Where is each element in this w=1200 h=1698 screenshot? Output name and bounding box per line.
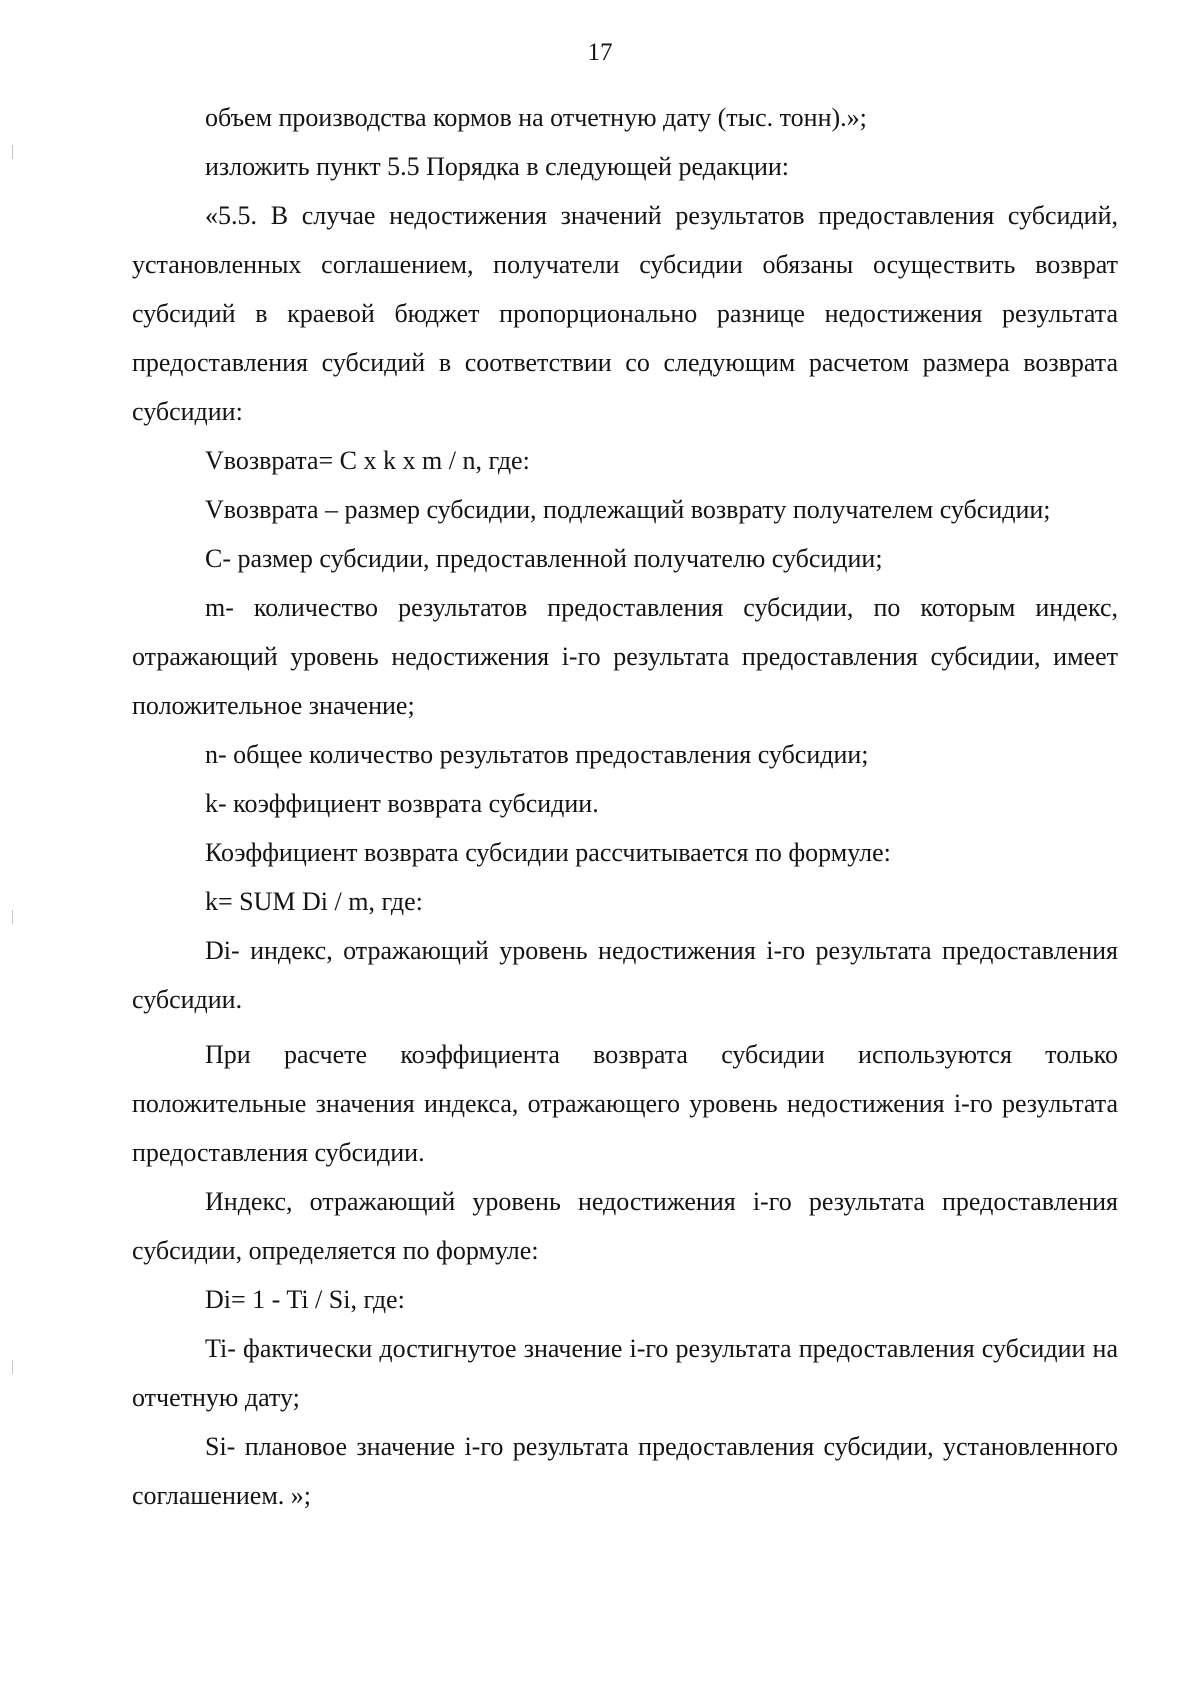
document-body <box>132 93 1118 1520</box>
paragraph: k- коэффициент возврата субсидии. <box>205 789 599 818</box>
paragraph: Si- плановое значение i-го результата предоставления субсидии, установленного соглашением. »; <box>132 1432 1118 1510</box>
paragraph: изложить пункт 5.5 Порядка в следующей редакции: <box>205 152 790 181</box>
page-number: 17 <box>587 39 613 66</box>
paragraph: n- общее количество результатов предоставления субсидии; <box>205 740 869 769</box>
formula: Di= 1 - Ti / Si, где: <box>205 1285 405 1314</box>
scan-artifact <box>12 910 13 924</box>
paragraph: Di- индекс, отражающий уровень недостижения i-го результата предоставления субсидии. <box>132 936 1118 1014</box>
paragraph: Индекс, отражающий уровень недостижения i-го результата предоставления субсидии, определяется по формуле: <box>132 1187 1118 1265</box>
paragraph: объем производства кормов на отчетную дату (тыс. тонн).»; <box>205 103 867 132</box>
paragraph: При расчете коэффициента возврата субсидии используются только положительные значения индекса, отражающего уровень недостижения i-го результата предоставления субсидии. <box>132 1040 1118 1167</box>
formula: k= SUM Di / m, где: <box>205 887 423 916</box>
paragraph: C- размер субсидии, предоставленной получателю субсидии; <box>205 544 883 573</box>
scan-artifact <box>12 145 13 159</box>
paragraph: Коэффициент возврата субсидии рассчитывается по формуле: <box>205 838 891 867</box>
paragraph: Ti- фактически достигнутое значение i-го результата предоставления субсидии на отчетную дату; <box>132 1334 1118 1412</box>
paragraph: «5.5. В случае недостижения значений результатов предоставления субсидий, установленных соглашением, получатели субсидии обязаны осуществить возврат субсидий в краевой бюджет пропорционально разнице недостижения результата предоставления субсидий в соответствии со следующим расчетом размера возврата субсидии: <box>132 201 1118 426</box>
paragraph: Vвозврата – размер субсидии, подлежащий возврату получателем субсидии; <box>205 495 1051 524</box>
scan-artifact <box>12 1360 13 1374</box>
paragraph: m- количество результатов предоставления субсидии, по которым индекс, отражающий уровень недостижения i-го результата предоставления субсидии, имеет положительное значение; <box>132 593 1118 720</box>
formula: Vвозврата= C x k x m / n, где: <box>205 446 530 475</box>
